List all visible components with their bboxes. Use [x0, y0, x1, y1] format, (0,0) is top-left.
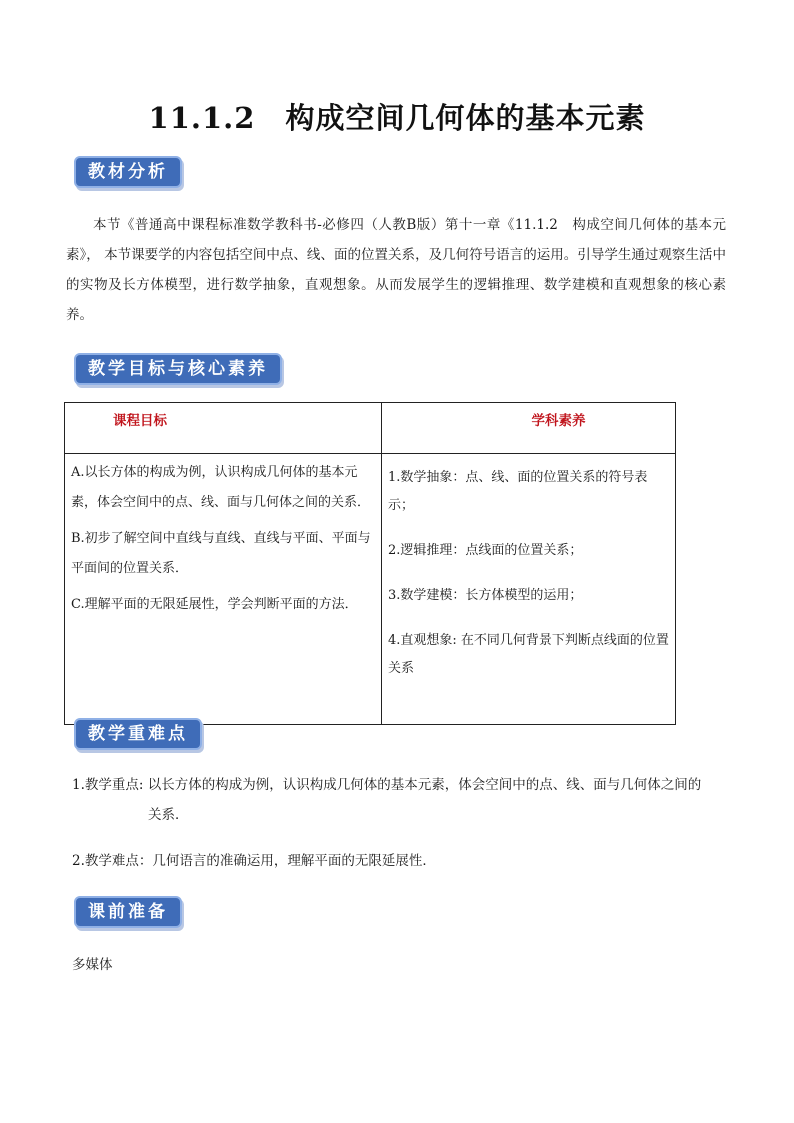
title-text: 构成空间几何体的基本元素 [285, 101, 646, 135]
analysis-paragraph: 本节《普通高中课程标准数学教科书-必修四（人教B版）第十一章《11.1.2 构成空间几何体的基本元素》， 本节课要学的内容包括空间中点、线、面的位置关系，及几何符号语言的运用。引导学生通过观察生活中的实物及长方体模型，进行数学抽象，直观想象。从而发展学生的逻辑推理、数学建模和直观想象的核心素养。 [66, 217, 726, 323]
course-goal-b: B.初步了解空间中直线与直线、直线与平面、平面与平面间的位置关系． [71, 531, 371, 576]
table-header-course-goals: 课程目标 [65, 403, 382, 454]
course-goal-a: A.以长方体的构成为例，认识构成几何体的基本元素，体会空间中的点、线、面与几何体之间的关系． [71, 465, 371, 510]
table-header-row [65, 403, 676, 454]
literacy-cell [382, 454, 676, 725]
literacy-item-3: 3.数学建模：长方体模型的运用； [388, 588, 583, 603]
course-goal-c: C.理解平面的无限延展性，学会判断平面的方法． [71, 597, 358, 612]
key-point-1-line2: 关系． [148, 807, 189, 823]
course-goals-cell [65, 454, 382, 725]
section-badge-analysis: 教材分析 [74, 156, 182, 188]
section-badge-prep: 课前准备 [74, 896, 182, 928]
literacy-item-2: 2.逻辑推理：点线面的位置关系； [388, 543, 583, 558]
prep-text: 多媒体 [72, 957, 113, 973]
title-number: 11.1.2 [148, 101, 256, 135]
table-header-literacy: 学科素养 [382, 403, 676, 454]
key-point-1 [72, 770, 727, 830]
literacy-item-4: 4.直观想象: 在不同几何背景下判断点线面的位置关系 [388, 633, 669, 676]
table-row [65, 454, 676, 725]
key-point-1-line1: 1.教学重点: 以长方体的构成为例，认识构成几何体的基本元素，体会空间中的点、线、面与几何体之间的 [72, 777, 702, 793]
section-badge-goals: 教学目标与核心素养 [74, 353, 282, 385]
goals-table [64, 402, 676, 725]
page-title [0, 96, 794, 137]
literacy-item-1: 1.数学抽象：点、线、面的位置关系的符号表示； [388, 470, 648, 513]
section-badge-key-points: 教学重难点 [74, 718, 202, 750]
key-point-2: 2.教学难点：几何语言的准确运用，理解平面的无限延展性． [72, 853, 436, 869]
